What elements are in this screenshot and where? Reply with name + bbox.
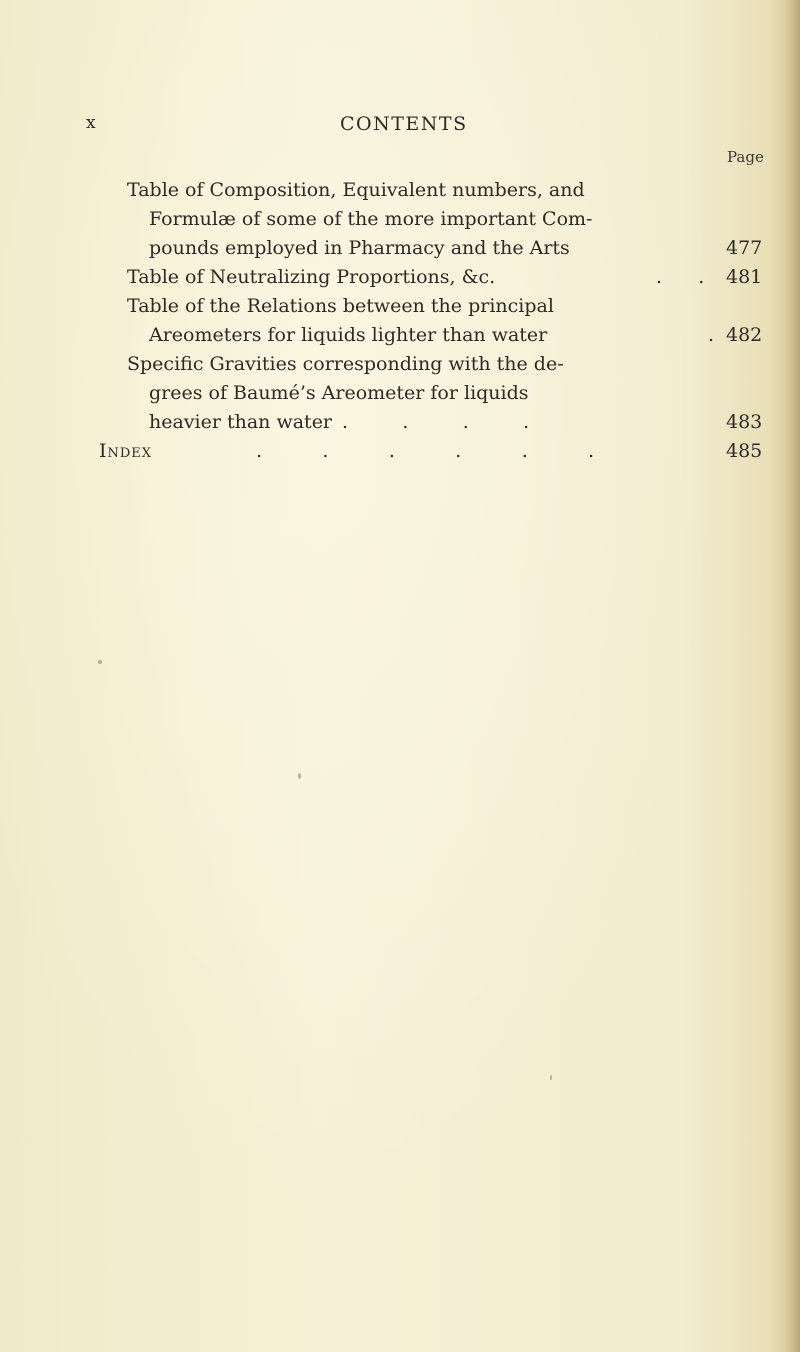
- dot-leader: . . . .: [342, 411, 530, 433]
- page-number: x: [86, 113, 97, 133]
- entry-title-line: Formulæ of some of the more important Com-: [149, 208, 593, 230]
- entry-title-line: heavier than water: [149, 411, 333, 433]
- paper-speck: [298, 773, 301, 779]
- entry-title-line: Specific Gravities corresponding with the de-: [127, 353, 564, 375]
- entry-title-line: Table of Composition, Equivalent numbers, and: [127, 179, 585, 201]
- entry-page-number: 483: [726, 411, 763, 433]
- entry-title-line: Index: [99, 440, 153, 462]
- entry-title-line: Table of Neutralizing Proportions, &c.: [127, 266, 496, 288]
- entry-title-line: Table of the Relations between the principal: [127, 295, 554, 317]
- page-column-label: Page: [727, 148, 764, 166]
- running-head: [0, 113, 800, 143]
- page-edge-shadow: [786, 0, 800, 1352]
- dot-leader: . .: [656, 266, 705, 288]
- entry-page-number: 485: [726, 440, 763, 462]
- entry-page-number: 481: [726, 266, 763, 288]
- dot-leader: . . . . . .: [256, 440, 595, 462]
- entry-title-line: Areometers for liquids lighter than water: [149, 324, 548, 346]
- paper-speck: [98, 660, 102, 664]
- page-title: CONTENTS: [340, 113, 468, 135]
- dot-leader: .: [708, 324, 715, 346]
- paper-speck: [550, 1075, 552, 1080]
- entry-page-number: 477: [726, 237, 763, 259]
- entry-title-line: grees of Baumé’s Areometer for liquids: [149, 382, 529, 404]
- entry-page-number: 482: [726, 324, 763, 346]
- entry-title-line: pounds employed in Pharmacy and the Arts: [149, 237, 570, 259]
